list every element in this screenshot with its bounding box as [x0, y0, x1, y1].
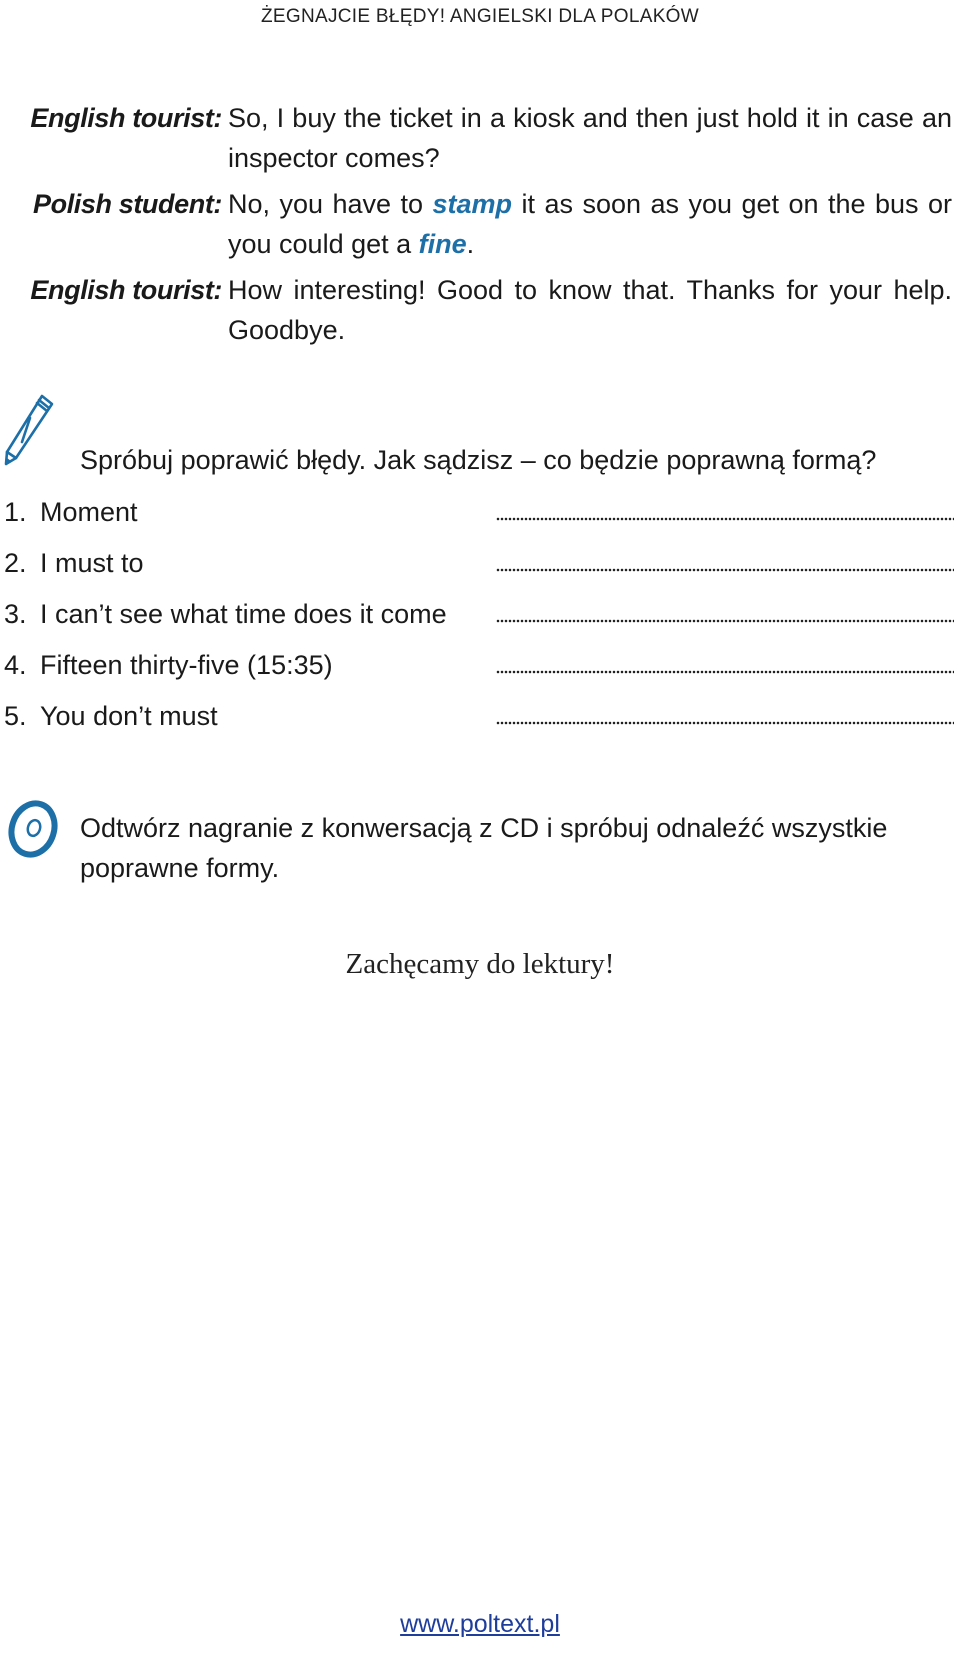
speech-text: [228, 184, 956, 264]
item-number: 3.: [4, 599, 27, 629]
cd-disc-icon: [4, 798, 62, 858]
list-item: [4, 543, 954, 594]
footer: [0, 1610, 960, 1639]
item-number: 2.: [4, 548, 27, 578]
website-link[interactable]: www.poltext.pl: [400, 1610, 560, 1638]
list-item: [4, 645, 954, 696]
list-item: [4, 696, 954, 747]
answer-line: [496, 721, 954, 725]
dialogue-line: [6, 270, 956, 350]
speaker-label: Polish student:: [33, 189, 222, 219]
pencil-icon: [2, 392, 54, 468]
speech-segment: How interesting! Good to know that. Thanks for your help. Goodbye.: [228, 275, 952, 345]
answer-line: [496, 619, 954, 623]
dialogue-line: [6, 98, 956, 178]
dialogue: [6, 98, 956, 356]
item-text: Fifteen thirty-five (15:35): [40, 650, 333, 680]
item-number: 5.: [4, 701, 27, 731]
answer-line: [496, 517, 954, 521]
call-to-action: Zachęcamy do lektury!: [345, 948, 615, 980]
exercise-list: [4, 492, 954, 747]
speech-segment: it as soon as you get on the bus or you could get a: [228, 189, 952, 259]
item-text: You don’t must: [40, 701, 218, 731]
list-item: [4, 492, 954, 543]
speaker-label: English tourist:: [30, 103, 222, 133]
keyword-fine: fine: [418, 229, 467, 259]
keyword-stamp: stamp: [432, 189, 513, 219]
speaker-label: English tourist:: [30, 275, 222, 305]
dialogue-line: [6, 184, 956, 264]
item-text: Moment: [40, 497, 138, 527]
answer-line: [496, 568, 954, 572]
running-header: ŻEGNAJCIE BŁĘDY! ANGIELSKI DLA POLAKÓW: [261, 6, 699, 27]
speech-segment: .: [466, 229, 475, 259]
speech-text: [228, 270, 956, 350]
item-text: I must to: [40, 548, 144, 578]
speech-segment: No, you have to: [228, 189, 433, 219]
item-number: 1.: [4, 497, 27, 527]
speech-text: [228, 98, 956, 178]
item-number: 4.: [4, 650, 27, 680]
speech-segment: So, I buy the ticket in a kiosk and then just hold it in case an inspector comes?: [228, 103, 952, 173]
item-text: I can’t see what time does it come: [40, 599, 447, 629]
cd-task-text: Odtwórz nagranie z konwersacją z CD i spróbuj odnaleźć wszystkie poprawne formy.: [80, 813, 888, 883]
exercise-instruction: Spróbuj poprawić błędy. Jak sądzisz – co będzie poprawną formą?: [80, 445, 877, 475]
answer-line: [496, 670, 954, 674]
list-item: [4, 594, 954, 645]
